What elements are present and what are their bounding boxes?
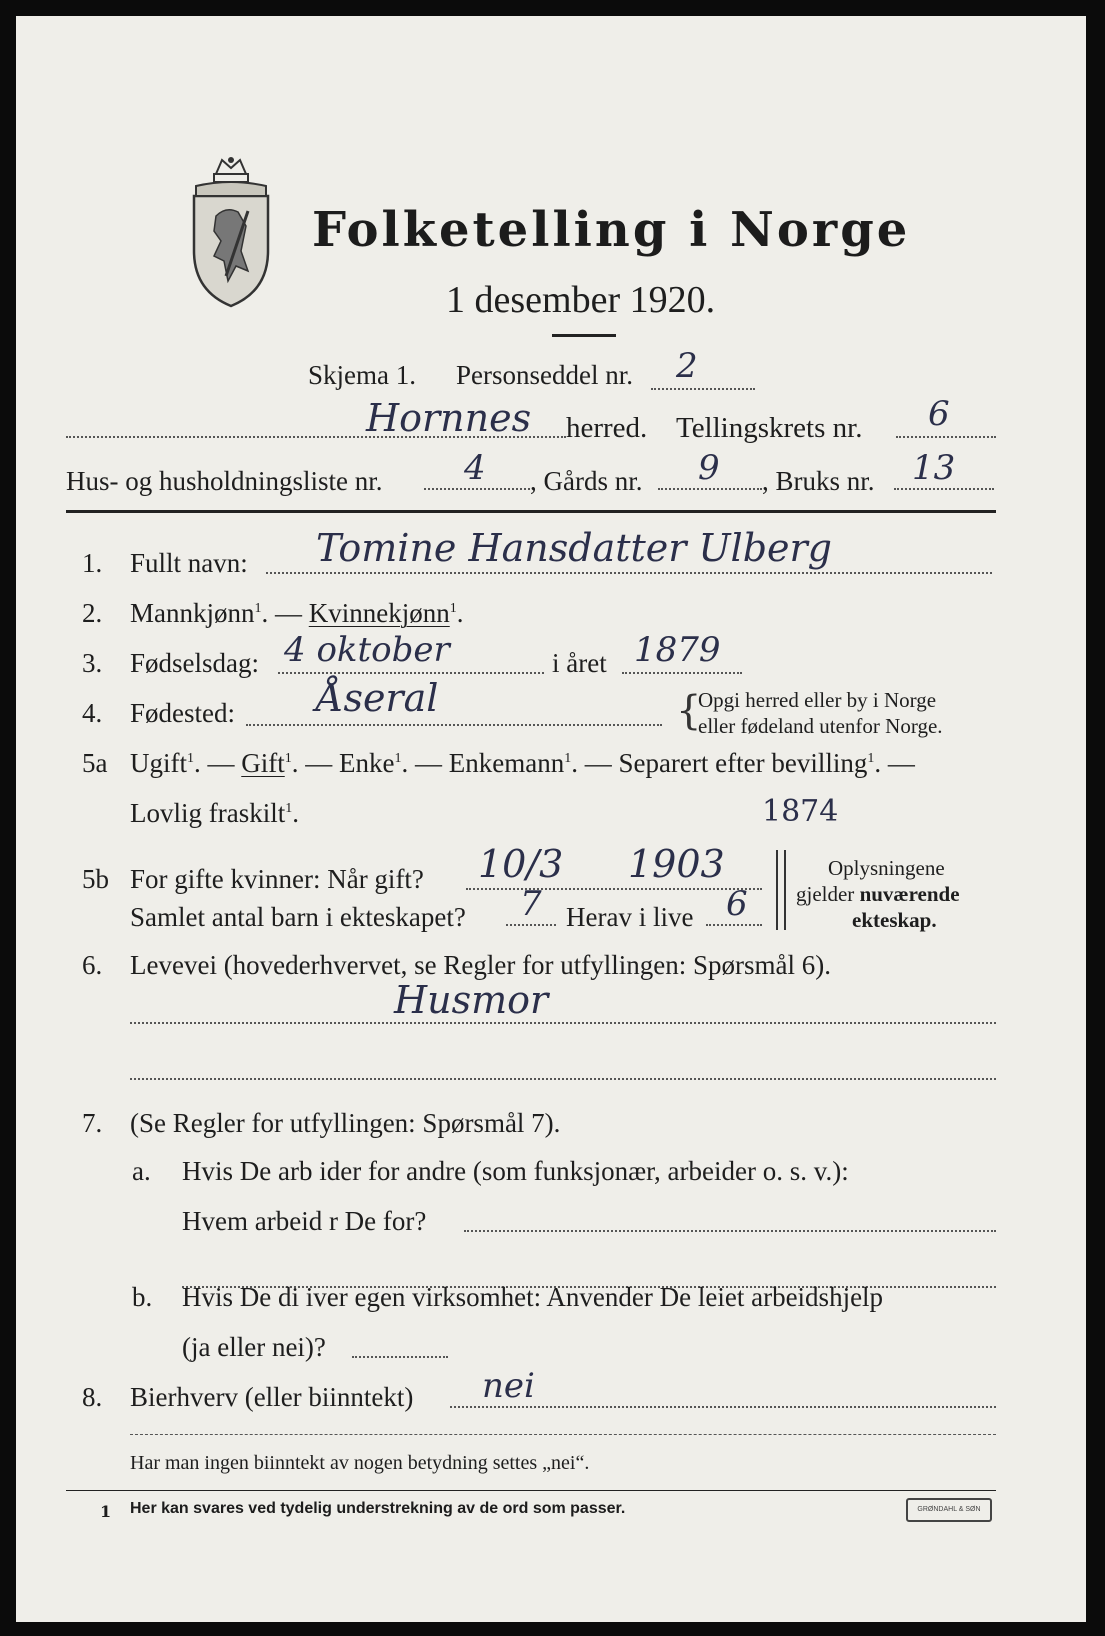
marital-options: Ugift$^1$. — Gift$^1$. — Enke$^1$. — Enkemann$^1$. — Separert efter bevilling$^1$. —: [130, 748, 915, 778]
personseddel-value: 2: [676, 346, 698, 386]
q3-label: Fødselsdag:: [130, 648, 260, 678]
full-name-value: Tomine Hansdatter Ulberg: [316, 526, 833, 570]
footnote-number: 1: [100, 1502, 112, 1521]
footer-divider: [66, 1490, 996, 1491]
footnote-text: Her kan svares ved tydelig understrekning av de ord som passer.: [130, 1500, 626, 1517]
birth-day-value: 4 oktober: [284, 630, 450, 670]
children-value: 7: [520, 884, 542, 924]
gards-value: 9: [698, 448, 720, 488]
q7b-text: Hvis De di iver egen virksomhet: Anvender De leiet arbeidshjelp: [182, 1282, 884, 1312]
gards-label: , Gårds nr.: [530, 466, 643, 496]
children-label: Samlet antal barn i ekteskapet?: [130, 902, 466, 932]
q4-number: 4.: [82, 698, 103, 728]
census-form: [16, 16, 1086, 1622]
q4-brace: {: [676, 688, 702, 734]
marital-gift-underlined: Gift: [241, 748, 285, 778]
occupation-value: Husmor: [394, 978, 549, 1022]
q1-label: Fullt navn:: [130, 548, 248, 578]
q5b-note-2: gjelder nuværende: [796, 882, 960, 906]
married-date-value: 10/3: [478, 842, 564, 886]
q5b-label: For gifte kvinner: Når gift?: [130, 864, 424, 894]
q8-number: 8.: [82, 1382, 103, 1412]
bruks-label: , Bruks nr.: [762, 466, 875, 496]
side-income-value: nei: [482, 1366, 535, 1406]
sex-options: Mannkjønn$^1$. — Kvinnekjønn$^1$.: [130, 598, 464, 628]
header-divider: [66, 510, 996, 513]
q7-label: (Se Regler for utfyllingen: Spørsmål 7).: [130, 1108, 561, 1138]
form-title: Folketelling i Norge: [312, 202, 911, 258]
birth-year-value: 1879: [634, 630, 721, 670]
coat-of-arms-icon: [186, 156, 276, 311]
q7a-question: Hvem arbeid r De for?: [182, 1206, 427, 1236]
q7-number: 7.: [82, 1108, 103, 1138]
printer-stamp: GRØNDAHL & SØN: [906, 1498, 992, 1522]
alt-year-value: 1874: [762, 794, 839, 829]
q5b-note-3: ekteskap.: [852, 908, 937, 932]
schema-label: Skjema 1.: [308, 360, 416, 390]
census-date: 1 desember 1920.: [446, 279, 716, 321]
q4-note-1: Opgi herred eller by i Norge: [698, 688, 937, 712]
title-divider: [552, 334, 616, 337]
q7a-letter: a.: [132, 1156, 151, 1186]
tellingskrets-value: 6: [928, 394, 950, 434]
hus-value: 4: [464, 448, 486, 488]
q5b-bracket: [776, 850, 786, 930]
tellingskrets-label: Tellingskrets nr.: [676, 412, 863, 444]
sex-female-underlined: Kvinnekjønn: [308, 598, 450, 628]
q4-note-2: eller fødeland utenfor Norge.: [698, 714, 943, 738]
q1-number: 1.: [82, 548, 103, 578]
q2-number: 2.: [82, 598, 103, 628]
bruks-value: 13: [912, 448, 956, 488]
hus-label: Hus- og husholdningsliste nr.: [66, 466, 383, 496]
q3-number: 3.: [82, 648, 103, 678]
footer-note: Har man ingen biinntekt av nogen betydning settes „nei“.: [130, 1452, 590, 1474]
q7a-text: Hvis De arb ider for andre (som funksjonær, arbeider o. s. v.):: [182, 1156, 849, 1186]
year-label: i året: [552, 648, 607, 678]
q5b-note-1: Oplysningene: [828, 856, 945, 880]
q7b-question: (ja eller nei)?: [182, 1332, 326, 1362]
herred-value: Hornnes: [366, 396, 532, 440]
personseddel-label: Personseddel nr.: [456, 360, 633, 390]
marital-fraskilt: Lovlig fraskilt$^1$.: [130, 798, 299, 828]
alive-value: 6: [726, 884, 748, 924]
birthplace-value: Åseral: [316, 676, 439, 720]
herred-label: herred.: [566, 412, 648, 444]
q6-number: 6.: [82, 950, 103, 980]
alive-label: Herav i live: [566, 902, 694, 932]
married-year-value: 1903: [628, 842, 725, 886]
q8-label: Bierhverv (eller biinntekt): [130, 1382, 414, 1412]
q5a-number: 5a: [82, 748, 108, 778]
q6-label: Levevei (hovederhvervet, se Regler for utfyllingen: Spørsmål 6).: [130, 950, 832, 980]
q4-label: Fødested:: [130, 698, 235, 728]
q5b-number: 5b: [82, 864, 109, 894]
q7b-letter: b.: [132, 1282, 153, 1312]
sex-male: Mannkjønn: [130, 598, 255, 628]
